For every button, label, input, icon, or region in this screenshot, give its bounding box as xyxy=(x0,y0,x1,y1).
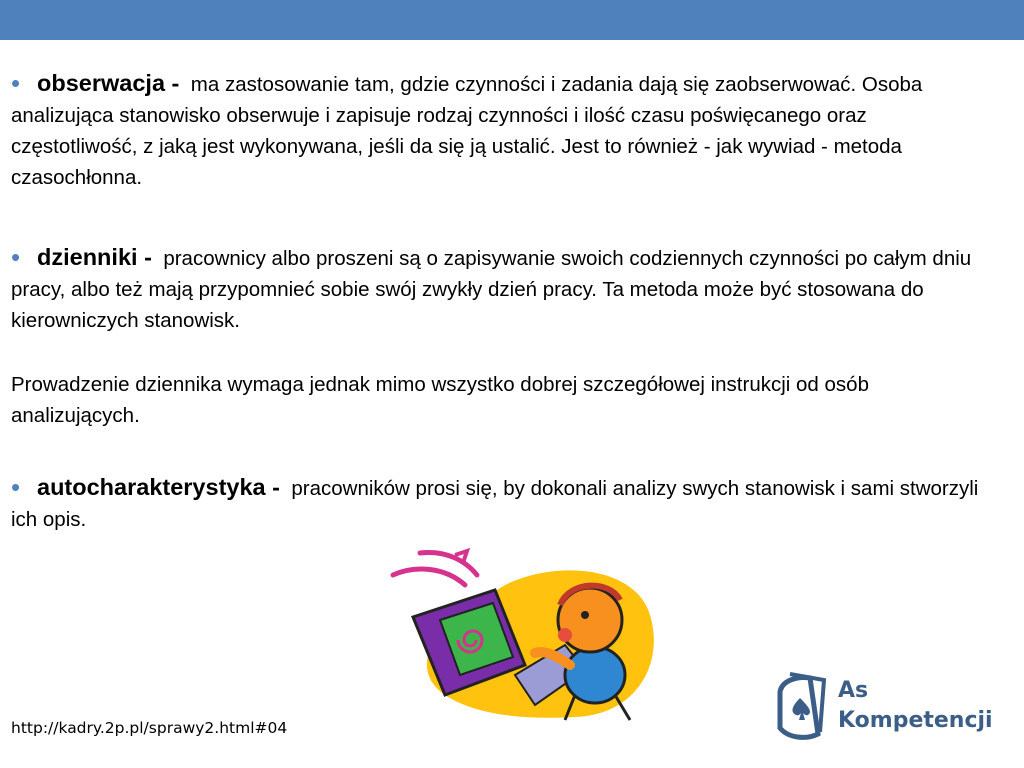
term-dzienniki: dzienniki - xyxy=(37,244,152,270)
text-autocharakterystyka: pracowników prosi się, by dokonali analizy swych stanowisk i sami stworzyli ich opis. xyxy=(11,477,979,531)
bullet-icon: • xyxy=(11,242,21,272)
source-url[interactable]: http://kadry.2p.pl/sprawy2.html#04 xyxy=(11,719,288,737)
as-kompetencji-logo xyxy=(770,672,1010,744)
logo-line-2: Kompetencji xyxy=(838,708,993,733)
bullet-autocharakterystyka xyxy=(11,472,991,535)
term-obserwacja: obserwacja - xyxy=(37,70,180,96)
term-autocharakterystyka: autocharakterystyka - xyxy=(37,474,280,500)
bullet-obserwacja xyxy=(11,68,991,193)
bullet-icon: • xyxy=(11,472,21,502)
bullet-icon: • xyxy=(11,68,21,98)
text-obserwacja: ma zastosowanie tam, gdzie czynności i zadania dają się zaobserwować. Osoba analizująca stanowisko obserwuje i zapisuje rodzaj czynności i ilość czasu poświęcanego oraz częstotliwość, z jaką jest wykonywana, jeśli da się ją ustalić. Jest to również - jak wywiad - metoda czasochłonna. xyxy=(11,73,923,189)
bullet-dzienniki xyxy=(11,242,991,336)
header-bar xyxy=(0,0,1024,40)
text-dzienniki: pracownicy albo proszeni są o zapisywanie swoich codziennych czynności po całym dniu pracy, albo też mają przypomnieć sobie swój zwykły dzień pracy. Ta metoda może być stosowana do kierowniczych stanowisk. xyxy=(11,247,972,332)
logo-line-1: As xyxy=(838,678,869,703)
person-at-computer-clipart xyxy=(385,545,660,725)
card-spade-icon xyxy=(770,672,832,742)
note-paragraph: Prowadzenie dziennika wymaga jednak mimo wszystko dobrej szczegółowej instrukcji od osób analizujących. xyxy=(11,373,869,427)
